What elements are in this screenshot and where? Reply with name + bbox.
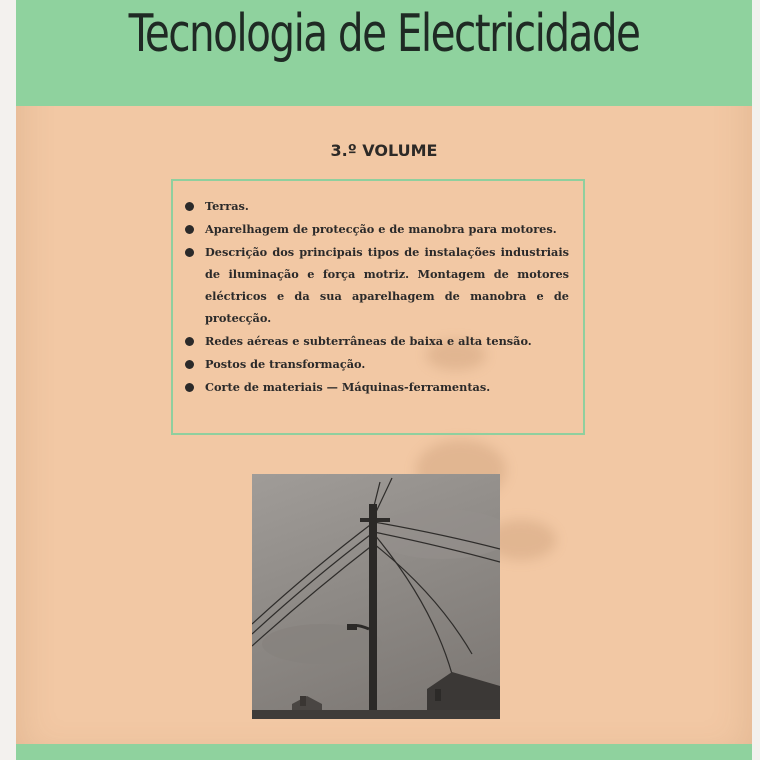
bullet-icon (185, 383, 194, 392)
book-cover (16, 0, 752, 760)
bullet-icon (185, 337, 194, 346)
contents-item-text: Postos de transformação. (205, 357, 366, 371)
contents-item-text: Corte de materiais — Máquinas-ferramentas. (205, 380, 491, 394)
top-green-band (16, 0, 752, 106)
bullet-icon (185, 202, 194, 211)
contents-list (173, 181, 583, 398)
bullet-icon (185, 225, 194, 234)
contents-item-text: Terras. (205, 199, 249, 213)
contents-item-text: Redes aéreas e subterrâneas de baixa e alta tensão. (205, 334, 532, 348)
contents-item-text: Aparelhagem de protecção e de manobra para motores. (205, 222, 557, 236)
utility-pole-photo (252, 474, 500, 719)
list-item (205, 330, 569, 352)
volume-label: 3.º VOLUME (330, 141, 438, 160)
utility-pole-icon (252, 474, 500, 719)
bullet-icon (185, 360, 194, 369)
bullet-icon (185, 248, 194, 257)
list-item (205, 353, 569, 375)
list-item (205, 218, 569, 240)
bottom-green-band (16, 744, 752, 760)
page-title: Tecnologia de Electricidade (128, 4, 640, 64)
list-item (205, 195, 569, 217)
list-item (205, 376, 569, 398)
contents-box (171, 179, 585, 435)
contents-item-text: Descrição dos principais tipos de instalações industriais de iluminação e força motriz. Montagem de motores eléctricos e da sua aparelhagem de manobra e de protecção. (205, 245, 569, 325)
list-item (205, 241, 569, 329)
